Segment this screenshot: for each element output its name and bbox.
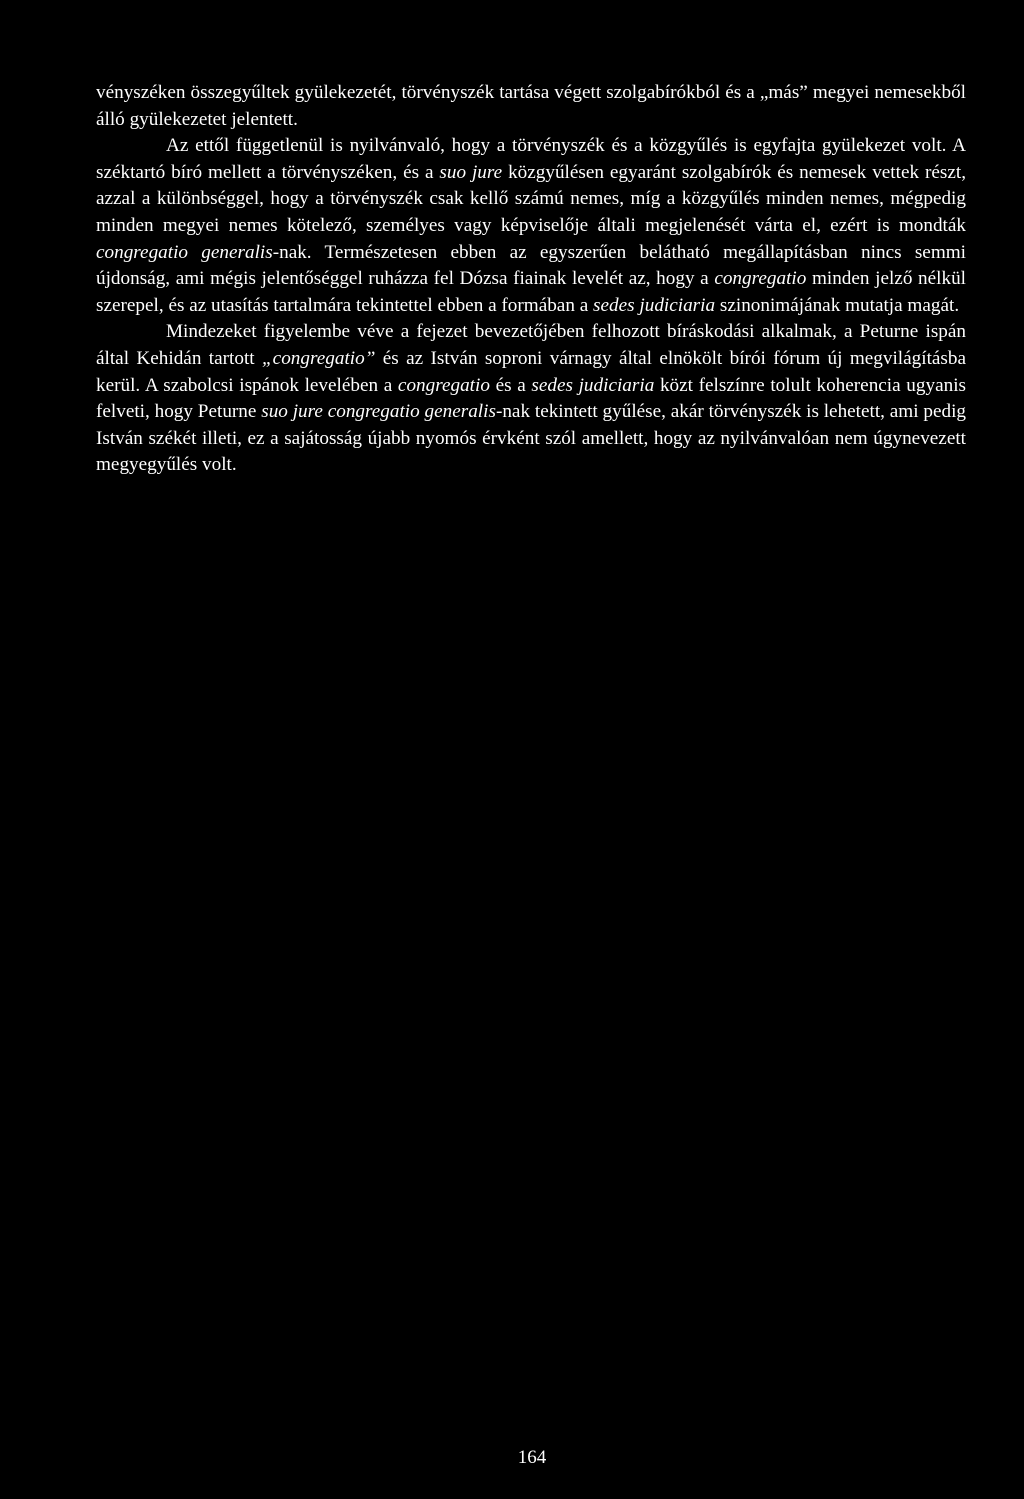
page-number: 164 [517, 1447, 547, 1468]
italic-text-segment: suo jure [439, 161, 503, 183]
italic-text-segment: suo jure congregatio generalis [261, 401, 496, 423]
text-segment: Mindezeket figyelembe véve a fejezet bevezetőjében felhozott bíráskodási alkalmak, a Peturne ispán által Kehidán tartott [96, 321, 966, 369]
paragraph-3 [96, 319, 966, 479]
text-segment: -nak tekintett gyűlése, akár törvényszék is lehetett, ami pedig István székét illeti, ez a sajátosság újabb nyomós érvként szól amellett, hogy az nyilvánvalóan nem úgynevezett megyegyűlés volt. [96, 401, 967, 476]
italic-text-segment: „congregatio” [262, 347, 376, 369]
text-segment: minden jelző nélkül szerepel, és az utasítás tartalmára tekintettel ebben a formában a [96, 268, 966, 316]
text-segment: -nak. Természetesen ebben az egyszerűen belátható megállapításban nincs semmi újdonság, ami mégis jelentőséggel ruházza fel Dózsa fiainak levelét az, hogy a [96, 241, 967, 290]
text-segment: Az ettől függetlenül is nyilvánvaló, hogy a törvényszék és a közgyűlés is egyfajta gyülekezet volt. A széktartó bíró mellett a törvényszéken, és a [96, 135, 966, 183]
italic-text-segment: congregatio generalis [96, 241, 273, 263]
text-segment: és a [489, 374, 532, 396]
text-segment: vényszéken összegyűltek gyülekezetét, törvényszék tartása végett szolgabírókból és a „más” megyei nemesekből álló gyülekezetet jelentett. [96, 82, 966, 130]
text-segment: és az István soproni várnagy által elnökölt bírói fórum új megvilágításba kerül. A szabolcsi ispánok levelében a [96, 347, 966, 396]
italic-text-segment: congregatio [714, 268, 807, 290]
text-segment: szinonimájának mutatja magát. [715, 294, 960, 316]
body-text [96, 80, 966, 479]
italic-text-segment: sedes judiciaria [593, 294, 716, 316]
text-segment: közt felszínre tolult koherencia ugyanis felveti, hogy Peturne [96, 374, 966, 423]
paragraph-1 [96, 80, 966, 133]
text-segment: közgyűlésen egyaránt szolgabírók és nemesek vettek részt, azzal a különbséggel, hogy a törvényszék csak kellő számú nemes, míg a közgyűlés minden nemes, mégpedig minden megyei nemes kötelező, személyes vagy képviselője általi megjelenését várta el, ezért is mondták [96, 161, 966, 236]
italic-text-segment: sedes judiciaria [531, 374, 655, 396]
italic-text-segment: congregatio [397, 374, 490, 396]
paragraph-2 [96, 133, 966, 319]
